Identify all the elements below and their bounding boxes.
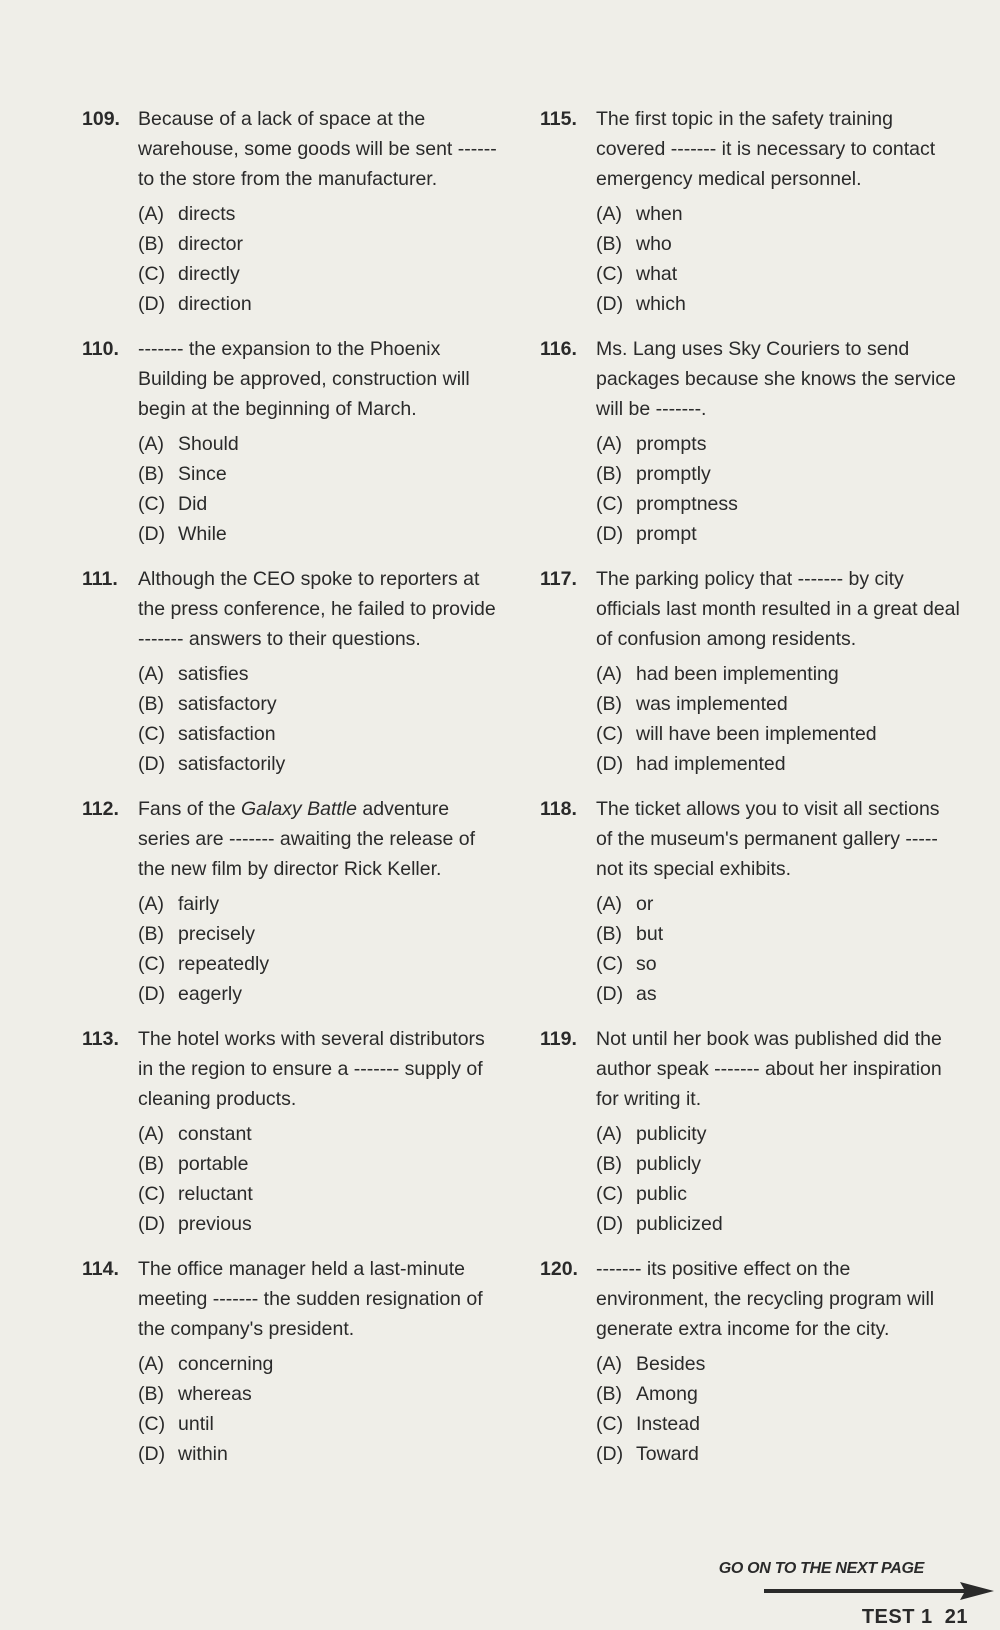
option-letter: (B) — [596, 693, 622, 715]
option-b[interactable] — [596, 689, 960, 719]
option-text: precisely — [178, 923, 255, 945]
question-116 — [540, 334, 960, 564]
option-text: director — [178, 233, 244, 255]
answer-options — [596, 1349, 960, 1469]
option-d[interactable] — [138, 749, 502, 779]
option-text: who — [636, 233, 672, 255]
answer-options — [596, 889, 960, 1009]
option-a[interactable] — [138, 429, 502, 459]
option-letter: (A) — [138, 1123, 164, 1145]
question-119 — [540, 1024, 960, 1254]
answer-options — [138, 889, 502, 1009]
option-text: prompts — [636, 433, 707, 455]
question-stem: The office manager held a last-minute meeting ------- the sudden resignation of the company's president. — [138, 1258, 483, 1340]
option-text: Among — [636, 1383, 698, 1405]
question-stem: ------- the expansion to the Phoenix Building be approved, construction will begin at the beginning of March. — [138, 338, 470, 420]
option-letter: (C) — [596, 1413, 624, 1435]
option-c[interactable] — [596, 1409, 960, 1439]
option-b[interactable] — [138, 229, 502, 259]
option-c[interactable] — [138, 949, 502, 979]
option-text: direction — [178, 293, 252, 315]
question-number: 116. — [540, 338, 577, 360]
option-text: whereas — [178, 1383, 252, 1405]
option-text: satisfactorily — [178, 753, 286, 775]
question-113 — [82, 1024, 502, 1254]
option-letter: (D) — [138, 1443, 166, 1465]
option-letter: (B) — [596, 1383, 622, 1405]
test-label: TEST 1 — [861, 1606, 933, 1628]
option-a[interactable] — [138, 659, 502, 689]
option-text: satisfaction — [178, 723, 276, 745]
question-stem: The ticket allows you to visit all sections of the museum's permanent gallery ----- not its special exhibits. — [596, 798, 940, 880]
option-letter: (C) — [138, 493, 166, 515]
option-text: repeatedly — [178, 953, 270, 975]
option-letter: (A) — [138, 203, 164, 225]
option-text: or — [636, 893, 654, 915]
option-letter: (A) — [596, 663, 622, 685]
option-letter: (B) — [138, 923, 164, 945]
option-d[interactable] — [596, 749, 960, 779]
option-c[interactable] — [138, 719, 502, 749]
option-letter: (B) — [596, 463, 622, 485]
option-text: previous — [178, 1213, 252, 1235]
question-number: 113. — [82, 1028, 119, 1050]
option-d[interactable] — [138, 1439, 502, 1469]
option-text: publicized — [636, 1213, 723, 1235]
question-114 — [82, 1254, 502, 1484]
question-number: 110. — [82, 338, 119, 360]
option-text: While — [178, 523, 227, 545]
option-text: fairly — [178, 893, 220, 915]
option-d[interactable] — [138, 289, 502, 319]
arrow-right-icon — [764, 1580, 994, 1602]
option-text: directly — [178, 263, 240, 285]
option-text: Instead — [636, 1413, 700, 1435]
option-letter: (D) — [138, 293, 166, 315]
option-text: until — [178, 1413, 214, 1435]
question-stem: The parking policy that ------- by city officials last month resulted in a great deal of confusion among residents. — [596, 568, 960, 650]
option-c[interactable] — [596, 489, 960, 519]
option-letter: (A) — [596, 203, 622, 225]
option-text: eagerly — [178, 983, 242, 1005]
option-text: reluctant — [178, 1183, 253, 1205]
option-letter: (D) — [596, 983, 624, 1005]
option-c[interactable] — [596, 949, 960, 979]
stem-text: Fans of the — [138, 798, 241, 820]
option-letter: (B) — [596, 923, 622, 945]
question-115 — [540, 104, 960, 334]
option-letter: (C) — [138, 953, 166, 975]
question-stem: Ms. Lang uses Sky Couriers to send packages because she knows the service will be -------. — [596, 338, 956, 420]
option-letter: (B) — [138, 1153, 164, 1175]
option-letter: (A) — [596, 433, 622, 455]
option-d[interactable] — [138, 519, 502, 549]
question-number: 112. — [82, 798, 119, 820]
option-b[interactable] — [138, 1149, 502, 1179]
option-letter: (B) — [138, 463, 164, 485]
option-a[interactable] — [596, 889, 960, 919]
option-c[interactable] — [138, 259, 502, 289]
question-117 — [540, 564, 960, 794]
option-letter: (B) — [596, 1153, 622, 1175]
question-number: 114. — [82, 1258, 119, 1280]
option-letter: (B) — [138, 1383, 164, 1405]
option-b[interactable] — [596, 1379, 960, 1409]
answer-options — [138, 429, 502, 549]
option-a[interactable] — [596, 429, 960, 459]
page-number: 21 — [944, 1606, 968, 1628]
option-text: Since — [178, 463, 227, 485]
option-a[interactable] — [596, 1119, 960, 1149]
option-d[interactable] — [138, 1209, 502, 1239]
question-110 — [82, 334, 502, 564]
option-letter: (C) — [596, 493, 624, 515]
option-text: promptness — [636, 493, 738, 515]
option-d[interactable] — [596, 1209, 960, 1239]
question-number: 118. — [540, 798, 577, 820]
option-letter: (D) — [138, 523, 166, 545]
question-stem: Because of a lack of space at the warehouse, some goods will be sent ------ to the store from the manufacturer. — [138, 108, 497, 190]
option-letter: (C) — [596, 953, 624, 975]
option-text: directs — [178, 203, 236, 225]
option-a[interactable] — [138, 1119, 502, 1149]
option-letter: (B) — [138, 233, 164, 255]
question-stem: Although the CEO spoke to reporters at the press conference, he failed to provide ------- answers to their questions. — [138, 568, 496, 650]
question-111 — [82, 564, 502, 794]
option-text: Toward — [636, 1443, 699, 1465]
option-b[interactable] — [138, 1379, 502, 1409]
option-c[interactable] — [596, 719, 960, 749]
film-title: Galaxy Battle — [240, 798, 357, 820]
option-b[interactable] — [138, 919, 502, 949]
option-letter: (A) — [138, 433, 164, 455]
option-a[interactable] — [138, 199, 502, 229]
option-c[interactable] — [138, 1409, 502, 1439]
option-letter: (D) — [596, 523, 624, 545]
option-text: will have been implemented — [636, 723, 877, 745]
option-letter: (C) — [138, 263, 166, 285]
option-text: what — [636, 263, 678, 285]
option-text: Besides — [636, 1353, 706, 1375]
option-letter: (C) — [138, 723, 166, 745]
option-letter: (D) — [596, 1443, 624, 1465]
option-text: publicly — [636, 1153, 702, 1175]
option-letter: (C) — [138, 1413, 166, 1435]
question-stem — [138, 794, 502, 884]
answer-options — [596, 199, 960, 319]
left-column — [82, 104, 502, 1484]
option-letter: (B) — [138, 693, 164, 715]
option-letter: (A) — [596, 1353, 622, 1375]
option-text: promptly — [636, 463, 711, 485]
question-120 — [540, 1254, 960, 1484]
option-text: had been implementing — [636, 663, 839, 685]
answer-options — [596, 1119, 960, 1239]
option-d[interactable] — [138, 979, 502, 1009]
option-letter: (A) — [596, 893, 622, 915]
option-text: portable — [178, 1153, 249, 1175]
option-letter: (A) — [138, 663, 164, 685]
question-number: 119. — [540, 1028, 577, 1050]
next-page-label: GO ON TO THE NEXT PAGE — [718, 1560, 924, 1577]
option-text: constant — [178, 1123, 252, 1145]
option-letter: (A) — [596, 1123, 622, 1145]
option-text: public — [636, 1183, 687, 1205]
option-letter: (D) — [138, 753, 166, 775]
option-b[interactable] — [596, 229, 960, 259]
question-stem: ------- its positive effect on the environment, the recycling program will generate extra income for the city. — [596, 1258, 935, 1340]
question-number: 120. — [540, 1258, 578, 1280]
option-text: prompt — [636, 523, 697, 545]
answer-options — [596, 429, 960, 549]
answer-options — [596, 659, 960, 779]
answer-options — [138, 199, 502, 319]
question-number: 111. — [82, 568, 118, 590]
option-d[interactable] — [596, 979, 960, 1009]
option-letter: (D) — [596, 1213, 624, 1235]
option-letter: (A) — [138, 1353, 164, 1375]
option-text: but — [636, 923, 664, 945]
option-letter: (B) — [596, 233, 622, 255]
option-text: concerning — [178, 1353, 274, 1375]
option-text: was implemented — [636, 693, 788, 715]
option-a[interactable] — [596, 1349, 960, 1379]
question-number: 117. — [540, 568, 577, 590]
option-letter: (D) — [596, 293, 624, 315]
option-b[interactable] — [138, 689, 502, 719]
option-b[interactable] — [138, 459, 502, 489]
option-c[interactable] — [596, 1179, 960, 1209]
question-stem: The first topic in the safety training covered ------- it is necessary to contact emergency medical personnel. — [596, 108, 936, 190]
question-112 — [82, 794, 502, 1024]
option-text: as — [636, 983, 657, 1005]
option-d[interactable] — [596, 519, 960, 549]
option-letter: (C) — [596, 263, 624, 285]
option-letter: (D) — [138, 983, 166, 1005]
option-d[interactable] — [596, 1439, 960, 1469]
option-text: publicity — [636, 1123, 707, 1145]
stem-text: adventure series are ------- awaiting the release of the new film by director Rick Keller. — [138, 798, 476, 880]
answer-options — [138, 1119, 502, 1239]
option-c[interactable] — [596, 259, 960, 289]
option-letter: (C) — [596, 723, 624, 745]
option-text: so — [636, 953, 657, 975]
option-c[interactable] — [138, 489, 502, 519]
question-number: 115. — [540, 108, 577, 130]
option-letter: (D) — [138, 1213, 166, 1235]
page-footer — [862, 1606, 968, 1629]
option-text: when — [636, 203, 683, 225]
option-b[interactable] — [596, 459, 960, 489]
option-text: satisfies — [178, 663, 249, 685]
option-d[interactable] — [596, 289, 960, 319]
option-a[interactable] — [596, 199, 960, 229]
question-number: 109. — [82, 108, 120, 130]
question-stem: The hotel works with several distributors in the region to ensure a ------- supply of cleaning products. — [138, 1028, 485, 1110]
option-text: within — [178, 1443, 228, 1465]
option-letter: (A) — [138, 893, 164, 915]
option-b[interactable] — [596, 1149, 960, 1179]
option-text: had implemented — [636, 753, 786, 775]
option-letter: (C) — [138, 1183, 166, 1205]
question-stem: Not until her book was published did the author speak ------- about her inspiration for writing it. — [596, 1028, 942, 1110]
right-column — [540, 104, 960, 1484]
option-text: Did — [178, 493, 208, 515]
option-c[interactable] — [138, 1179, 502, 1209]
option-a[interactable] — [138, 1349, 502, 1379]
option-letter: (D) — [596, 753, 624, 775]
option-a[interactable] — [596, 659, 960, 689]
answer-options — [138, 659, 502, 779]
question-118 — [540, 794, 960, 1024]
option-letter: (C) — [596, 1183, 624, 1205]
option-b[interactable] — [596, 919, 960, 949]
option-a[interactable] — [138, 889, 502, 919]
option-text: satisfactory — [178, 693, 277, 715]
answer-options — [138, 1349, 502, 1469]
question-109 — [82, 104, 502, 334]
option-text: which — [636, 293, 686, 315]
option-text: Should — [178, 433, 239, 455]
